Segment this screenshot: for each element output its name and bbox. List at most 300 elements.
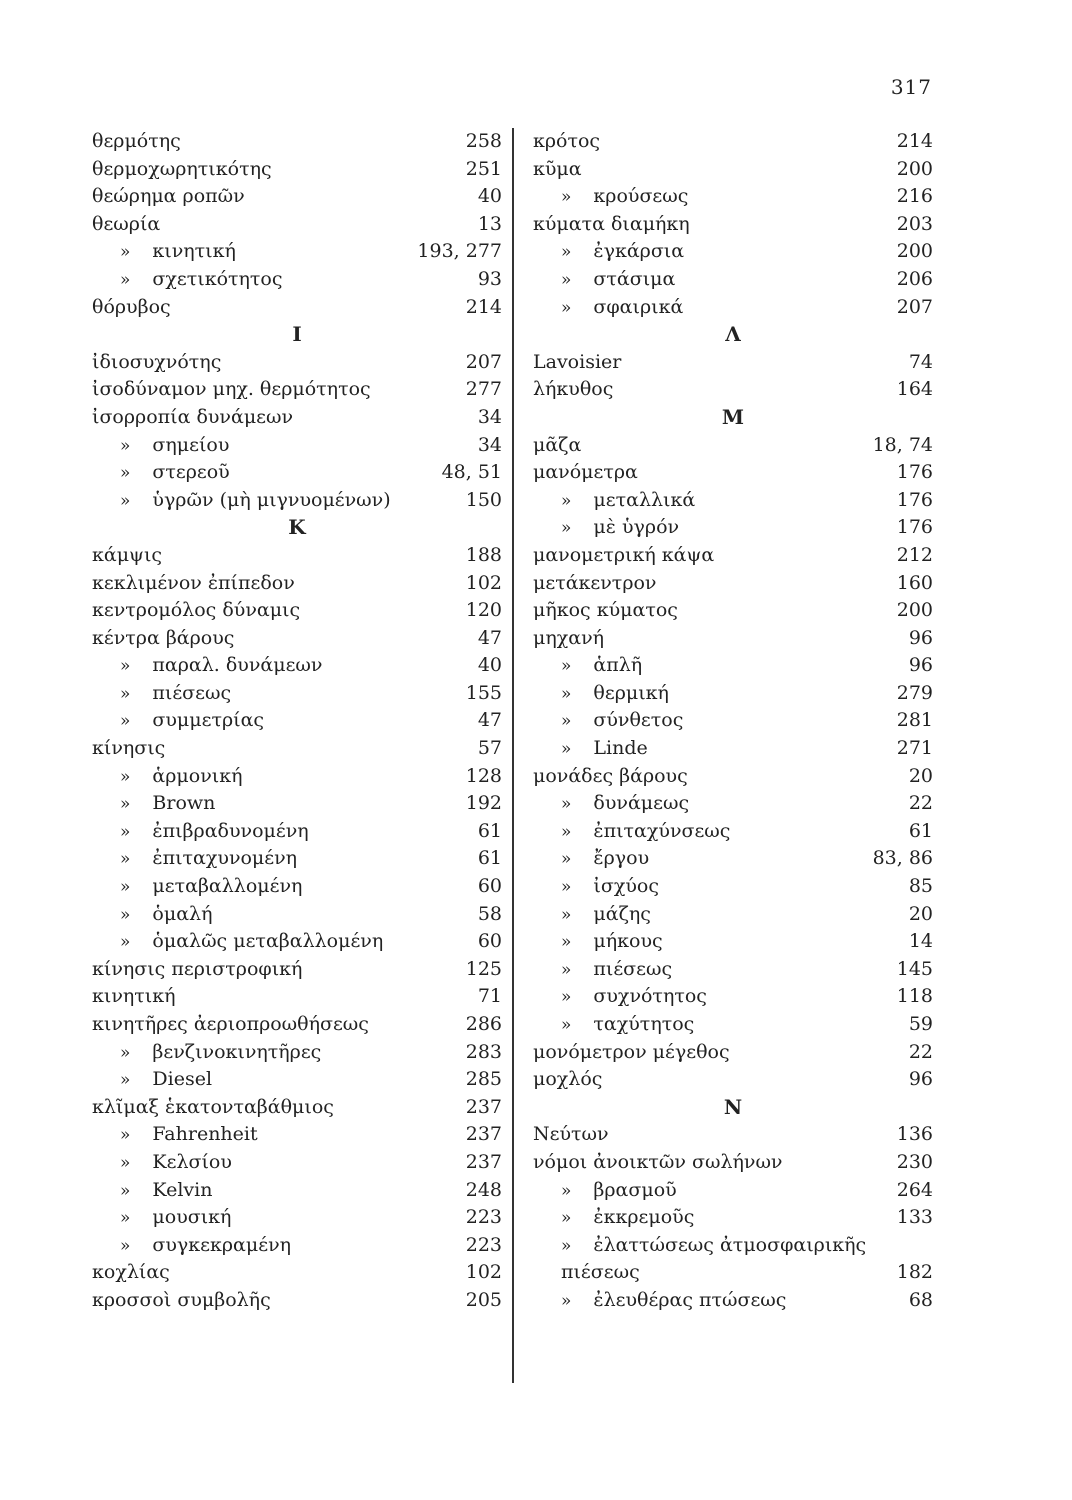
page-refs: 237 bbox=[465, 1095, 502, 1118]
index-entry bbox=[533, 376, 933, 404]
index-subterm bbox=[120, 901, 212, 930]
ditto-mark: » bbox=[120, 683, 131, 704]
term-text: μηχανή bbox=[533, 626, 605, 649]
ditto-mark: » bbox=[561, 794, 572, 815]
index-entry bbox=[92, 956, 502, 984]
index-term bbox=[92, 625, 234, 653]
ditto-mark: » bbox=[561, 1290, 572, 1311]
index-subterm bbox=[120, 707, 264, 736]
index-entry bbox=[92, 294, 502, 322]
page-refs: 47 bbox=[477, 626, 502, 649]
ditto-mark: » bbox=[120, 1208, 131, 1229]
page-refs: 61 bbox=[908, 819, 933, 842]
page-refs: 176 bbox=[896, 516, 933, 539]
page-refs: 212 bbox=[896, 543, 933, 566]
term-text: ὁμαλή bbox=[152, 902, 213, 925]
term-text: ἰδιοσυχνότης bbox=[92, 350, 222, 373]
ditto-mark: » bbox=[561, 1015, 572, 1035]
index-subterm bbox=[561, 294, 683, 323]
page-refs: 34 bbox=[477, 433, 502, 456]
index-subterm bbox=[561, 790, 689, 819]
term-text: μοχλός bbox=[533, 1068, 603, 1091]
index-term bbox=[92, 128, 181, 156]
index-entry bbox=[92, 983, 502, 1011]
term-text: Brown bbox=[152, 792, 216, 815]
index-entry bbox=[92, 156, 502, 184]
term-text: ἐγκάρσια bbox=[593, 240, 685, 263]
index-term bbox=[533, 1121, 609, 1149]
page-refs: 205 bbox=[465, 1288, 502, 1311]
ditto-mark: » bbox=[561, 711, 572, 732]
page-refs: 85 bbox=[908, 875, 933, 898]
ditto-mark: » bbox=[561, 821, 572, 842]
page-refs: 136 bbox=[896, 1123, 933, 1146]
page-refs: 279 bbox=[896, 681, 933, 704]
term-text: ἁπλῆ bbox=[593, 654, 643, 677]
index-entry bbox=[92, 487, 502, 515]
index-entry bbox=[92, 928, 502, 956]
ditto-mark: » bbox=[561, 904, 572, 925]
page-refs: 258 bbox=[465, 130, 502, 152]
page-refs: 193, 277 bbox=[417, 240, 502, 263]
index-entry bbox=[92, 1204, 502, 1232]
ditto-mark: » bbox=[120, 766, 131, 787]
index-term bbox=[92, 1011, 369, 1039]
term-text: σχετικότητος bbox=[152, 267, 283, 290]
index-column-left bbox=[92, 128, 502, 1315]
page-refs: 160 bbox=[896, 571, 933, 594]
index-entry bbox=[533, 1066, 933, 1094]
index-entry bbox=[533, 514, 933, 542]
index-entry bbox=[533, 238, 933, 266]
page-refs: 58 bbox=[477, 902, 502, 925]
page-refs: 176 bbox=[896, 488, 933, 511]
page-refs: 133 bbox=[896, 1206, 933, 1229]
index-term bbox=[92, 294, 171, 322]
index-entry bbox=[533, 1232, 933, 1260]
term-text: μονόμετρον μέγεθος bbox=[533, 1040, 730, 1063]
term-text: ὑγρῶν (μὴ μιγνυομένων) bbox=[152, 488, 391, 511]
page-refs: 34 bbox=[477, 405, 502, 428]
index-entry bbox=[92, 376, 502, 404]
ditto-mark: » bbox=[561, 849, 572, 870]
index-entry bbox=[92, 1177, 502, 1205]
index-term bbox=[533, 542, 714, 570]
index-entry bbox=[92, 1287, 502, 1315]
term-text: κεντρομόλος δύναμις bbox=[92, 599, 301, 622]
page-refs: 96 bbox=[908, 1068, 933, 1091]
index-subterm bbox=[561, 956, 672, 985]
term-text: πιέσεως bbox=[561, 1261, 640, 1284]
index-subterm bbox=[120, 1121, 258, 1150]
index-entry bbox=[92, 128, 502, 156]
letter-heading: Ν bbox=[723, 1094, 743, 1119]
term-text: πιέσεως bbox=[152, 681, 232, 704]
page-refs: 192 bbox=[465, 792, 502, 815]
index-entry bbox=[92, 570, 502, 598]
term-text: ἁρμονική bbox=[152, 764, 243, 787]
page-refs: 61 bbox=[477, 847, 502, 870]
page-refs: 120 bbox=[465, 599, 502, 622]
page-refs: 40 bbox=[477, 654, 502, 677]
index-entry bbox=[533, 294, 933, 322]
index-subterm bbox=[561, 183, 688, 212]
column-divider bbox=[512, 128, 514, 1383]
index-subterm bbox=[561, 818, 730, 847]
ditto-mark: » bbox=[561, 490, 572, 511]
page-refs: 18, 74 bbox=[872, 433, 933, 456]
ditto-mark: » bbox=[120, 877, 131, 898]
ditto-mark: » bbox=[120, 1042, 131, 1063]
index-entry bbox=[92, 1011, 502, 1039]
index-entry bbox=[92, 459, 502, 487]
page-refs: 128 bbox=[465, 764, 502, 787]
index-subterm bbox=[120, 459, 230, 488]
page-refs: 237 bbox=[465, 1150, 502, 1173]
letter-heading: Ι bbox=[292, 322, 302, 347]
term-text: κινητική bbox=[152, 240, 236, 263]
index-entry bbox=[533, 459, 933, 487]
page-refs: 47 bbox=[477, 709, 502, 732]
page-refs: 118 bbox=[896, 985, 933, 1008]
index-entry bbox=[533, 128, 933, 156]
page-refs: 96 bbox=[908, 626, 933, 649]
page-refs: 230 bbox=[896, 1150, 933, 1173]
page-refs: 57 bbox=[477, 737, 502, 760]
index-entry bbox=[92, 1066, 502, 1094]
ditto-mark: » bbox=[120, 711, 131, 732]
ditto-mark: » bbox=[561, 1208, 572, 1229]
index-entry bbox=[92, 1121, 502, 1149]
index-term bbox=[92, 735, 165, 763]
term-text: Fahrenheit bbox=[152, 1123, 258, 1146]
index-entry bbox=[533, 266, 933, 294]
index-entry bbox=[533, 349, 933, 377]
ditto-mark: » bbox=[561, 656, 572, 677]
term-text: θερμοχωρητικότης bbox=[92, 157, 272, 180]
letter-heading: Μ bbox=[721, 404, 745, 429]
index-subterm bbox=[561, 1232, 866, 1261]
index-subterm bbox=[561, 1177, 677, 1206]
term-text: θερμική bbox=[593, 681, 669, 704]
index-entry bbox=[533, 1121, 933, 1149]
term-text: ἰσοδύναμον μηχ. θερμότητος bbox=[92, 378, 371, 401]
index-column-right bbox=[533, 128, 933, 1315]
term-text: Lavoisier bbox=[533, 350, 622, 373]
index-entry bbox=[533, 1149, 933, 1177]
term-text: μῆκος κύματος bbox=[533, 599, 678, 622]
term-text: βενζινοκινητῆρες bbox=[152, 1040, 322, 1063]
index-term bbox=[533, 1039, 730, 1067]
index-entry bbox=[533, 156, 933, 184]
page-refs: 214 bbox=[465, 295, 502, 318]
index-entry bbox=[92, 845, 502, 873]
index-term bbox=[92, 597, 300, 625]
term-text: συμμετρίας bbox=[152, 709, 265, 732]
index-entry bbox=[533, 570, 933, 598]
index-subterm bbox=[120, 928, 383, 957]
term-text: Νεύτων bbox=[533, 1123, 609, 1146]
index-entry bbox=[92, 404, 502, 432]
index-term bbox=[533, 459, 638, 487]
ditto-mark: » bbox=[561, 739, 572, 760]
term-text: ἐπιβραδυνομένη bbox=[152, 819, 309, 842]
index-entry bbox=[92, 1259, 502, 1287]
index-entry bbox=[533, 818, 933, 846]
index-term bbox=[92, 542, 162, 570]
term-text: μετάκεντρον bbox=[533, 571, 657, 594]
index-subterm bbox=[561, 901, 651, 930]
index-entry bbox=[533, 983, 933, 1011]
letter-heading: Λ bbox=[725, 322, 741, 347]
index-entry bbox=[533, 432, 933, 460]
index-term bbox=[92, 349, 221, 377]
index-term bbox=[533, 763, 688, 791]
index-entry bbox=[533, 928, 933, 956]
term-text: μουσική bbox=[152, 1206, 232, 1229]
ditto-mark: » bbox=[120, 490, 131, 511]
index-subterm bbox=[561, 238, 684, 267]
index-term bbox=[92, 956, 302, 984]
ditto-mark: » bbox=[561, 959, 572, 980]
term-text: Kelvin bbox=[152, 1178, 213, 1201]
term-text: ἐπιταχυνομένη bbox=[152, 847, 298, 870]
index-entry bbox=[92, 625, 502, 653]
letter-heading: Κ bbox=[288, 515, 306, 540]
page-refs: 277 bbox=[465, 378, 502, 401]
page-refs: 264 bbox=[896, 1178, 933, 1201]
page-refs: 214 bbox=[896, 130, 933, 152]
page-refs: 200 bbox=[896, 240, 933, 263]
ditto-mark: » bbox=[120, 1180, 131, 1201]
term-text: κάμψις bbox=[92, 543, 163, 566]
index-subterm bbox=[561, 735, 648, 764]
term-text: πιέσεως bbox=[593, 957, 673, 980]
term-text: Diesel bbox=[152, 1068, 213, 1091]
index-entry bbox=[92, 542, 502, 570]
page-refs: 207 bbox=[896, 295, 933, 318]
term-text: θόρυβος bbox=[92, 295, 171, 318]
ditto-mark: » bbox=[120, 794, 131, 815]
ditto-mark: » bbox=[561, 242, 572, 263]
index-subterm bbox=[561, 983, 707, 1012]
page-refs: 96 bbox=[908, 654, 933, 677]
term-text: ἐλευθέρας πτώσεως bbox=[593, 1288, 787, 1311]
index-entry bbox=[92, 735, 502, 763]
term-text: ἔργου bbox=[593, 847, 650, 870]
index-entry bbox=[533, 790, 933, 818]
index-entry bbox=[92, 818, 502, 846]
ditto-mark: » bbox=[120, 242, 131, 263]
ditto-mark: » bbox=[120, 1125, 131, 1146]
index-entry bbox=[533, 1204, 933, 1232]
page-refs: 40 bbox=[477, 185, 502, 208]
index-term bbox=[533, 156, 582, 184]
term-text: δυνάμεως bbox=[593, 792, 690, 815]
term-text: κρούσεως bbox=[593, 185, 689, 208]
term-text: λήκυθος bbox=[533, 378, 614, 401]
index-subterm bbox=[120, 238, 236, 267]
page-refs: 60 bbox=[477, 930, 502, 953]
page-refs: 248 bbox=[465, 1178, 502, 1201]
index-entry bbox=[92, 763, 502, 791]
term-text: Linde bbox=[593, 737, 648, 760]
index-subterm bbox=[120, 652, 322, 681]
term-text: κινητική bbox=[92, 985, 176, 1008]
index-subterm bbox=[120, 1066, 212, 1095]
term-text: ταχύτητος bbox=[593, 1013, 695, 1035]
index-subterm bbox=[120, 1177, 212, 1206]
ditto-mark: » bbox=[561, 683, 572, 704]
index-subterm bbox=[561, 1011, 694, 1040]
term-text: κίνησις περιστροφική bbox=[92, 957, 303, 980]
term-text: κεκλιμένον ἐπίπεδον bbox=[92, 571, 295, 594]
page-refs: 200 bbox=[896, 157, 933, 180]
index-subterm bbox=[120, 432, 229, 461]
index-entry bbox=[92, 652, 502, 680]
index-term bbox=[92, 156, 272, 184]
index-subterm bbox=[120, 873, 302, 902]
index-entry bbox=[533, 873, 933, 901]
index-subterm bbox=[120, 790, 215, 819]
page-refs: 271 bbox=[896, 737, 933, 760]
index-subterm bbox=[561, 707, 683, 736]
term-text: κοχλίας bbox=[92, 1261, 170, 1284]
page-refs: 22 bbox=[908, 792, 933, 815]
term-text: νόμοι ἀνοικτῶν σωλήνων bbox=[533, 1150, 783, 1173]
term-text: συγκεκραμένη bbox=[152, 1233, 292, 1256]
index-entry bbox=[92, 707, 502, 735]
index-entry bbox=[533, 956, 933, 984]
page-refs: 102 bbox=[465, 571, 502, 594]
ditto-mark: » bbox=[561, 877, 572, 898]
index-entry bbox=[533, 1259, 933, 1287]
index-entry bbox=[533, 183, 933, 211]
term-text: κλῖμαξ ἑκατονταβάθμιος bbox=[92, 1095, 334, 1118]
index-subterm bbox=[561, 266, 675, 295]
page-refs: 285 bbox=[465, 1068, 502, 1091]
page-refs: 20 bbox=[908, 764, 933, 787]
index-entry bbox=[533, 597, 933, 625]
index-subterm bbox=[561, 1259, 640, 1287]
index-term bbox=[533, 597, 678, 625]
page-refs: 102 bbox=[465, 1261, 502, 1284]
index-entry bbox=[92, 1039, 502, 1067]
index-entry bbox=[92, 597, 502, 625]
index-entry bbox=[533, 211, 933, 239]
ditto-mark: » bbox=[120, 849, 131, 870]
index-entry bbox=[92, 680, 502, 708]
ditto-mark: » bbox=[120, 463, 131, 484]
ditto-mark: » bbox=[561, 187, 572, 208]
index-entry bbox=[92, 266, 502, 294]
index-subterm bbox=[120, 845, 297, 874]
index-entry bbox=[533, 1011, 933, 1039]
ditto-mark: » bbox=[120, 435, 131, 456]
ditto-mark: » bbox=[120, 1235, 131, 1256]
page-refs: 14 bbox=[908, 930, 933, 953]
term-text: μανόμετρα bbox=[533, 461, 638, 484]
index-subterm bbox=[120, 680, 231, 709]
index-entry bbox=[533, 901, 933, 929]
index-subterm bbox=[561, 680, 669, 709]
term-text: μὲ ὑγρόν bbox=[593, 516, 680, 539]
term-text: κίνησις bbox=[92, 737, 166, 760]
term-text: κρότος bbox=[533, 130, 601, 152]
page-number: 317 bbox=[890, 75, 932, 99]
page-refs: 150 bbox=[465, 488, 502, 511]
index-entry bbox=[533, 487, 933, 515]
index-term bbox=[92, 1094, 334, 1122]
term-text: κύματα διαμήκη bbox=[533, 212, 690, 235]
page-refs: 237 bbox=[465, 1123, 502, 1146]
index-subterm bbox=[120, 1204, 231, 1233]
ditto-mark: » bbox=[120, 932, 131, 953]
page-refs: 216 bbox=[896, 185, 933, 208]
index-subterm bbox=[120, 1039, 321, 1068]
index-entry bbox=[92, 1149, 502, 1177]
index-entry bbox=[533, 652, 933, 680]
index-entry bbox=[92, 238, 502, 266]
index-subterm bbox=[120, 763, 242, 792]
index-term bbox=[92, 983, 175, 1011]
page-refs: 13 bbox=[477, 212, 502, 235]
term-text: κῦμα bbox=[533, 157, 582, 180]
term-text: θεώρημα ροπῶν bbox=[92, 185, 245, 208]
term-text: μονάδες βάρους bbox=[533, 764, 688, 787]
index-entry bbox=[533, 1039, 933, 1067]
term-text: μανομετρική κάψα bbox=[533, 543, 715, 566]
term-text: μεταλλικά bbox=[593, 488, 696, 511]
index-term bbox=[533, 1066, 602, 1094]
page-refs: 206 bbox=[896, 267, 933, 290]
page-refs: 125 bbox=[465, 957, 502, 980]
index-term bbox=[533, 625, 604, 653]
term-text: σημείου bbox=[152, 433, 230, 456]
page-refs: 176 bbox=[896, 461, 933, 484]
index-entry bbox=[92, 790, 502, 818]
index-term bbox=[533, 570, 656, 598]
term-text: στερεοῦ bbox=[152, 461, 230, 484]
page-refs: 281 bbox=[896, 709, 933, 732]
index-term bbox=[533, 128, 600, 156]
page-refs: 223 bbox=[465, 1233, 502, 1256]
index-subterm bbox=[120, 1232, 291, 1261]
term-text: ὁμαλῶς μεταβαλλομένη bbox=[152, 930, 384, 953]
index-entry bbox=[533, 542, 933, 570]
index-entry bbox=[92, 183, 502, 211]
term-text: μᾶζα bbox=[533, 433, 582, 456]
index-subterm bbox=[561, 487, 695, 516]
page-refs: 286 bbox=[465, 1013, 502, 1035]
index-entry bbox=[533, 680, 933, 708]
index-entry bbox=[533, 763, 933, 791]
index-term bbox=[92, 1287, 271, 1315]
index-term bbox=[92, 404, 293, 432]
page-refs: 83, 86 bbox=[872, 847, 933, 870]
index-entry bbox=[92, 901, 502, 929]
index-subterm bbox=[120, 266, 283, 295]
index-entry bbox=[533, 735, 933, 763]
page-refs: 182 bbox=[896, 1261, 933, 1284]
ditto-mark: » bbox=[561, 987, 572, 1008]
page-refs: 93 bbox=[477, 267, 502, 290]
index-entry bbox=[533, 1177, 933, 1205]
ditto-mark: » bbox=[120, 821, 131, 842]
term-text: ἐλαττώσεως ἀτμοσφαιρικῆς bbox=[593, 1233, 867, 1256]
index-term bbox=[92, 376, 371, 404]
page-refs: 207 bbox=[465, 350, 502, 373]
